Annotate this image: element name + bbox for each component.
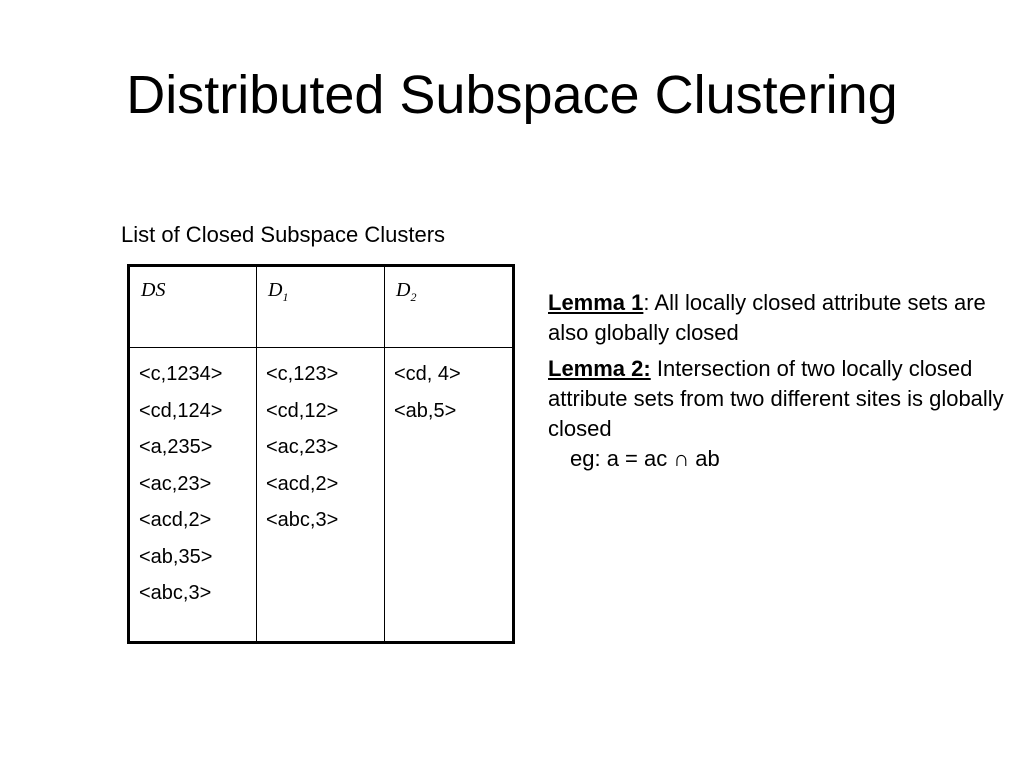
header-d2-subscript: 2 xyxy=(410,290,417,304)
lemma-1-separator: : xyxy=(643,290,650,315)
lemma-2-text: Intersection of two locally closed attribute sets from two different sites is globally closed xyxy=(548,356,1004,441)
lemma-1-label: Lemma 1 xyxy=(548,290,644,315)
list-item: <cd,12> xyxy=(266,399,339,422)
list-item: <abc,3> xyxy=(139,582,212,604)
column-d2-cell xyxy=(385,348,514,643)
list-item: <ac,23> xyxy=(266,436,339,458)
header-d1-subscript: 1 xyxy=(282,290,289,304)
list-item: <c,123> xyxy=(266,363,339,385)
list-item: <c,1234> xyxy=(139,363,223,385)
column-d1-cell xyxy=(257,348,385,643)
table-header-row xyxy=(129,266,514,348)
list-item: <acd,2> xyxy=(266,472,339,495)
list-item: <cd, 4> xyxy=(394,363,461,385)
header-d1-label: D xyxy=(268,279,283,301)
header-d2-label: D xyxy=(396,279,411,301)
list-item: <a,235> xyxy=(139,436,213,458)
list-item: <ab,5> xyxy=(394,399,457,422)
closed-clusters-table xyxy=(127,264,515,644)
lemmas-block xyxy=(548,288,1008,480)
list-item: <abc,3> xyxy=(266,509,339,531)
header-ds-label: DS xyxy=(141,279,166,301)
list-item: <ab,35> xyxy=(139,545,213,568)
header-ds xyxy=(129,266,257,348)
column-ds-cell xyxy=(129,348,257,643)
table-body-row xyxy=(129,348,514,643)
lemma-1-text: All locally closed attribute sets are also globally closed xyxy=(548,290,986,345)
slide-title: Distributed Subspace Clustering xyxy=(126,65,898,125)
table-caption: List of Closed Subspace Clusters xyxy=(121,222,446,247)
lemma-1 xyxy=(548,288,1008,348)
lemma-2-label: Lemma 2: xyxy=(548,356,651,381)
list-item: <cd,124> xyxy=(139,399,223,422)
header-d2 xyxy=(385,266,514,348)
lemma-2 xyxy=(548,354,1008,474)
header-d1 xyxy=(257,266,385,348)
lemma-2-example: eg: a = ac ∩ ab xyxy=(570,446,720,471)
list-item: <acd,2> xyxy=(139,509,212,531)
list-item: <ac,23> xyxy=(139,472,212,495)
